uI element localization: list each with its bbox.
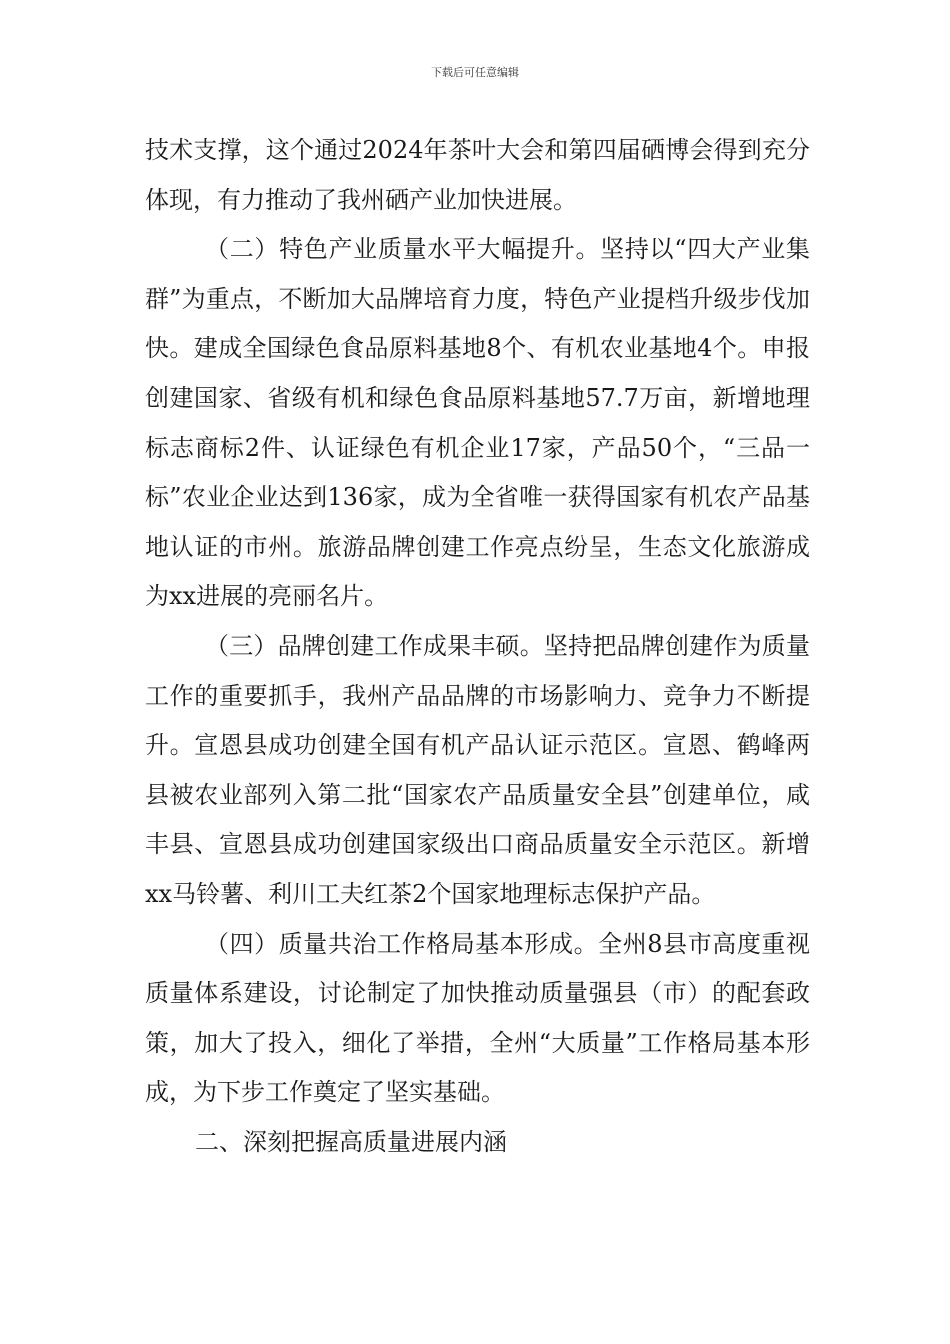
paragraph-section-3: （三）品牌创建工作成果丰硕。坚持把品牌创建作为质量工作的重要抓手，我州产品品牌的市场影响力、竞争力不断提升。宣恩县成功创建全国有机产品认证示范区。宣恩、鹤峰两县被农业部列入第二批“国家农产品质量安全县”创建单位，咸丰县、宣恩县成功创建国家级出口商品质量安全示范区。新增xx马铃薯、利川工夫红茶2个国家地理标志保护产品。 <box>145 631 810 908</box>
page-header-note: 下载后可任意编辑 <box>431 66 519 79</box>
document-body <box>145 126 810 1167</box>
paragraph-section-4: （四）质量共治工作格局基本形成。全州8县市高度重视质量体系建设，讨论制定了加快推动质量强县（市）的配套政策，加大了投入，细化了举措，全州“大质量”工作格局基本形成，为下步工作奠定了坚实基础。 <box>145 929 810 1107</box>
paragraph-section-2: （二）特色产业质量水平大幅提升。坚持以“四大产业集群”为重点，不断加大品牌培育力度，特色产业提档升级步伐加快。建成全国绿色食品原料基地8个、有机农业基地4个。申报创建国家、省级有机和绿色食品原料基地57.7万亩，新增地理标志商标2件、认证绿色有机企业17家，产品50个，“三品一标”农业企业达到136家，成为全省唯一获得国家有机农产品基地认证的市州。旅游品牌创建工作亮点纷呈，生态文化旅游成为xx进展的亮丽名片。 <box>145 235 810 611</box>
section-heading: 二、深刻把握高质量进展内涵 <box>195 1127 507 1156</box>
paragraph-continuation: 技术支撑，这个通过2024年茶叶大会和第四届硒博会得到充分体现，有力推动了我州硒产业加快进展。 <box>145 136 810 214</box>
